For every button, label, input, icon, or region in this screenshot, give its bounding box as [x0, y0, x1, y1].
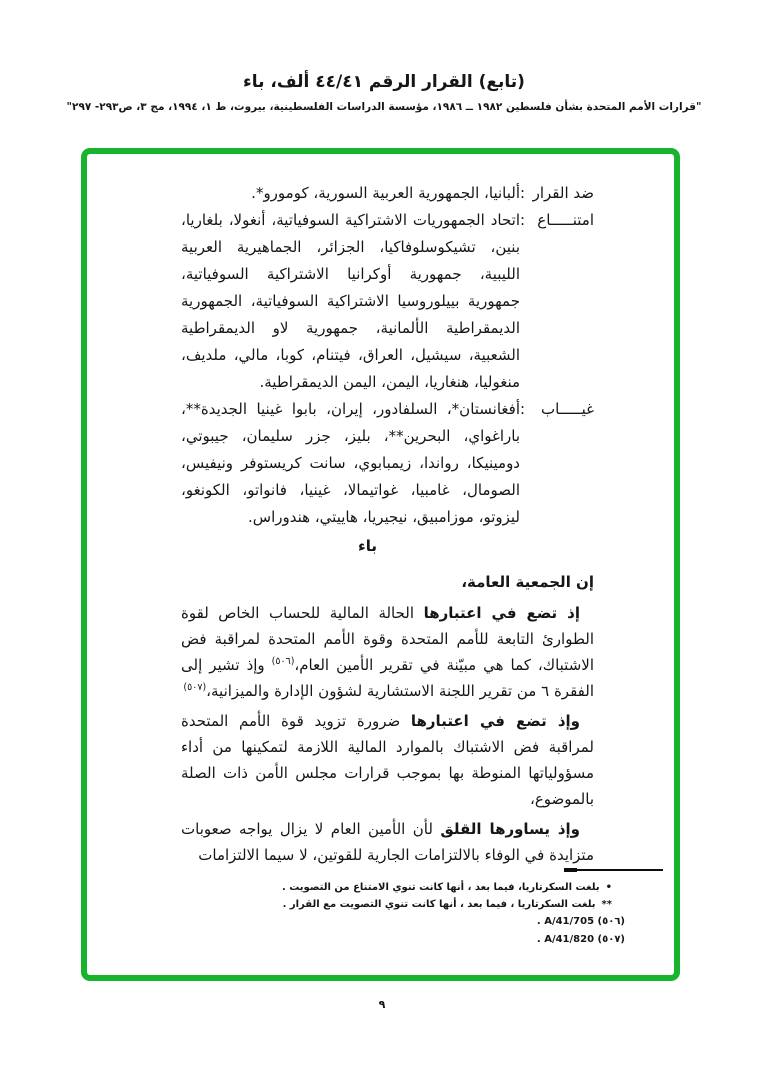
vote-label-text: ضد القرار	[532, 184, 594, 202]
vote-countries: اتحاد الجمهوريات الاشتراكية السوفياتية، أنغولا، بلغاريا، بنين، تشيكوسلوفاكيا، الجزائر، الجماهيرية العربية الليبية، جمهورية أوكرانيا الاشتراكية السوفياتية، جمهورية بييلوروسيا الاشتراكية السوفياتية، الجمهورية الديمقراطية الألمانية، جمهورية لاو الديمقراطية الشعبية، سيشيل، العراق، فيتنام، كوبا، مالي، ملديف، منغوليا، هنغاريا، اليمن، اليمن الديمقراطية.	[181, 211, 520, 391]
paragraph-3	[181, 816, 594, 868]
vote-row-absent	[181, 396, 594, 531]
vote-record	[181, 180, 594, 531]
footnote-row	[185, 879, 625, 896]
paragraph-lead: وإذ يساورها القلق	[440, 820, 581, 838]
document-frame	[81, 148, 680, 981]
vote-colon: :	[520, 400, 526, 418]
vote-label	[520, 207, 594, 396]
vote-row-abstain	[181, 207, 594, 396]
vote-colon: :	[520, 184, 526, 202]
vote-label	[520, 180, 594, 207]
assembly-opening: إن الجمعية العامة،	[461, 573, 594, 591]
footnote-ref-num: (٥٠٦)	[597, 916, 625, 927]
footnote-ref	[185, 931, 625, 949]
vote-label	[520, 396, 594, 531]
vote-countries: ألبانيا، الجمهورية العربية السورية، كومورو*.	[251, 184, 520, 202]
section-heading: باء	[358, 537, 377, 555]
vote-row-against	[181, 180, 594, 207]
vote-countries: أفغانستان*، السلفادور، إيران، بابوا غينيا الجديدة**، باراغواي، البحرين**، بليز، جزر سليمان، جيبوتي، دومينيكا، رواندا، زيمبابوي، سانت كريستوفر ونيفيس، الصومال، غامبيا، غواتيمالا، غينيا، فانواتو، الكونغو، ليزوتو، موزامبيق، نيجيريا، هاييتي، هندوراس.	[181, 400, 520, 526]
source-citation: "قرارات الأمم المتحدة بشأن فلسطين ١٩٨٢ ــ ١٩٨٦، مؤسسة الدراسات الفلسطينية، بيروت، ط ١، ١٩٩٤، مج ٣، ص٢٩٣- ٢٩٧"	[66, 101, 702, 113]
page-number: ٩	[378, 998, 386, 1011]
footnotes	[185, 879, 625, 949]
footnote-text: بلغت السكرتاريا، فيما بعد ، أنها كانت تنوي الامتناع من التصويت .	[281, 882, 600, 893]
footnote-ref-num: (٥٠٧)	[597, 934, 625, 945]
vote-colon: :	[520, 211, 526, 229]
paragraph-lead: إذ تضع في اعتبارها	[423, 604, 580, 622]
footnote-ref-doc: A/41/705 .	[536, 916, 595, 927]
footnote-marker: •	[605, 882, 612, 893]
footnote-ref-doc: A/41/820 .	[536, 934, 595, 945]
page-header	[0, 0, 768, 113]
paragraph-1	[181, 600, 594, 704]
document-content	[87, 154, 674, 868]
footnote-separator	[564, 869, 663, 871]
footnote-row	[185, 896, 625, 913]
footnote-ref-marker: (٥٠٦)	[271, 656, 295, 667]
footnote-text: بلغت السكرتاريا ، فيما بعد ، أنها كانت تنوي التصويت مع القرار .	[282, 899, 596, 910]
paragraph-body: لأن الأمين العام لا يزال يواجه صعوبات متزايدة في الوفاء بالالتزامات الجارية للقوتين، لا سيما الالتزامات	[181, 820, 594, 864]
footnote-marker: **	[601, 899, 612, 910]
footnote-ref	[185, 913, 625, 931]
paragraph-body: وإذ تشير إلى الفقرة ٦ من تقرير اللجنة الاستشارية لشؤون الإدارة والميزانية،	[181, 656, 594, 700]
footnote-ref-marker: (٥٠٧)	[183, 682, 207, 693]
vote-label-text: غيـــــاب	[540, 400, 594, 418]
paragraph-lead: وإذ تضع في اعتبارها	[410, 712, 581, 730]
paragraph-2	[181, 708, 594, 812]
vote-label-text: امتنـــــاع	[537, 211, 594, 229]
page-title: (تابع) القرار الرقم ٤٤/٤١ ألف، باء	[243, 72, 525, 92]
paragraph-body: الحالة المالية للحساب الخاص لقوة الطوارئ التابعة للأمم المتحدة وقوة الأمم المتحدة لمراقبة فض الاشتباك، كما هي مبيّنة في تقرير الأمين العام،	[181, 604, 594, 674]
paragraph-body: ضرورة تزويد قوة الأمم المتحدة لمراقبة فض الاشتباك بالموارد المالية اللازمة لتمكينها من أداء مسؤولياتها المنوطة بها بموجب قرارات مجلس الأمن ذات الصلة بالموضوع،	[181, 712, 594, 808]
